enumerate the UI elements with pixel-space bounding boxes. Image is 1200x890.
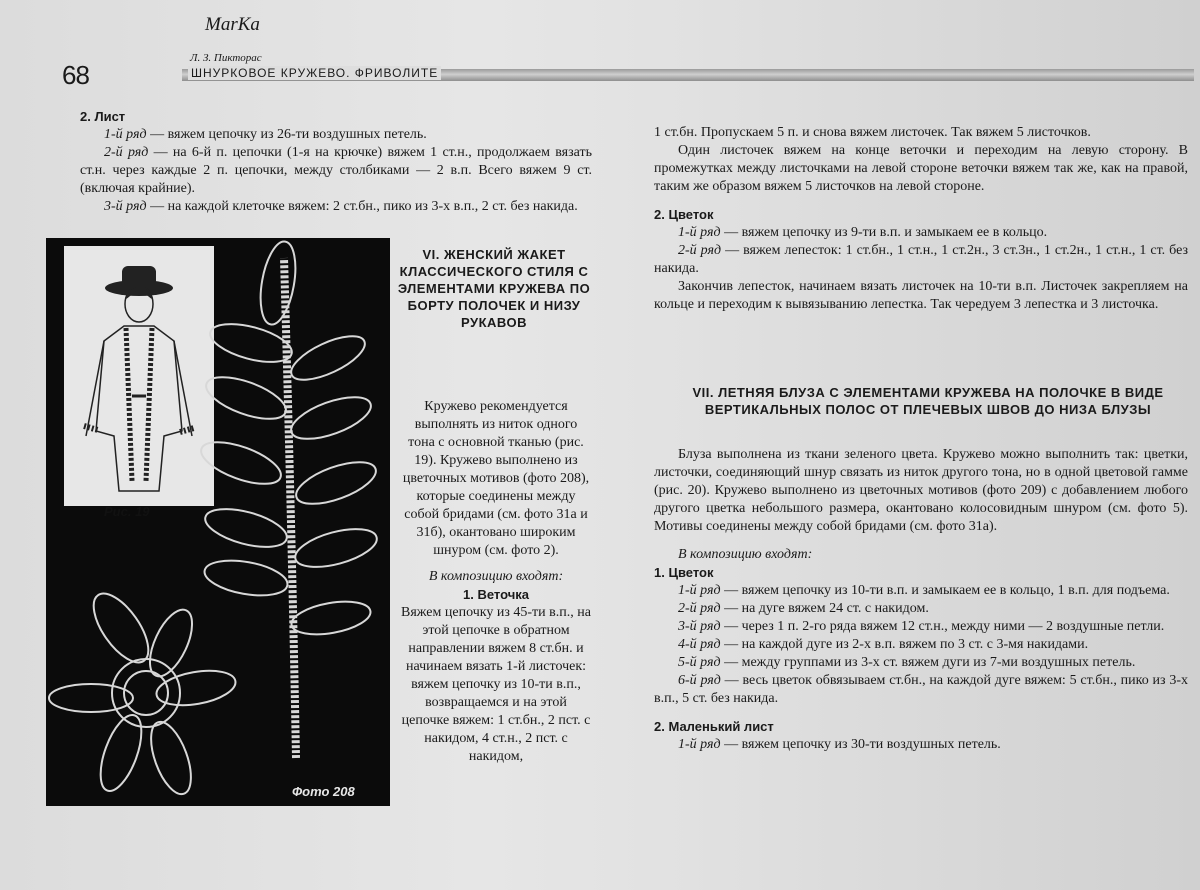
composition-label: В композицию входят: [678, 547, 813, 562]
row-label: 3-й ряд [104, 199, 147, 214]
row-paragraph [654, 636, 1188, 654]
row-text: — вяжем лепесток: 1 ст.бн., 1 ст.н., 1 ст.2н., 3 ст.3н., 1 ст.2н., 1 ст.н., 1 ст. без накида. [654, 243, 1188, 276]
row-text: — вяжем цепочку из 9-ти в.п. и замыкаем ее в кольцо. [720, 225, 1048, 240]
photo-caption: Фото 208 [292, 784, 355, 799]
drawing-caption: Рис. 19 [104, 504, 150, 519]
row-text: — вяжем цепочку из 30-ти воздушных петель. [720, 737, 1001, 752]
section-vii-text [654, 446, 1188, 754]
subsection-title: 1. Веточка [463, 587, 529, 602]
row-label: 2-й ряд [104, 145, 149, 160]
row-text: — весь цветок обвязываем ст.бн., на каждой дуге вяжем: 5 ст.бн., пико из 3-х в.п., 5 ст. без накида. [654, 673, 1188, 706]
composition-label: В композицию входят: [428, 569, 564, 584]
subsection-title: 1. Цветок [654, 565, 714, 580]
row-text: — вяжем цепочку из 10-ти в.п. и замыкаем ее в кольцо, 1 в.п. для подъема. [720, 583, 1170, 598]
section-vi-intro: Кружево рекомендуется выполнять из ниток одного тона с основной тканью (рис. 19). Кружево выполнено из цветочных мотивов (фото 208), которые соединены между собой бридами (см. фото 31а и 31б), окантовано широким шнуром (см. фото 2). [402, 399, 590, 558]
left-top-text [80, 108, 592, 216]
row-text: — на дуге вяжем 24 ст. с накидом. [720, 601, 929, 616]
section-vii-heading: VII. ЛЕТНЯЯ БЛУЗА С ЭЛЕМЕНТАМИ КРУЖЕВА НА ПОЛОЧКЕ В ВИДЕ ВЕРТИКАЛЬНЫХ ПОЛОС ОТ ПЛЕЧЕВЫХ ШВОВ ДО НИЗА БЛУЗЫ [692, 385, 1164, 417]
row-paragraph [654, 672, 1188, 708]
row-text: — на каждой дуге из 2-х в.п. вяжем по 3 ст. с 3-мя накидами. [720, 637, 1089, 652]
row-paragraph [654, 736, 1188, 754]
continuation-paragraph: 1 ст.бн. Пропускаем 5 п. и снова вяжем листочек. Так вяжем 5 листочков. [654, 125, 1091, 140]
row-paragraph [80, 126, 592, 144]
paragraph: Закончив лепесток, начинаем вязать листочек на 10-ти в.п. Листочек закрепляем на кольце и переходим к вывязыванию лепестка. Так чередуем 3 лепестка и 3 листочка. [654, 279, 1188, 312]
row-paragraph [80, 198, 592, 216]
row-label: 2-й ряд [678, 601, 721, 616]
row-paragraph [654, 600, 1188, 618]
running-author: Л. З. Пикторас [190, 52, 262, 64]
subsection-title: 2. Цветок [654, 207, 714, 222]
section-vi-text [400, 398, 592, 766]
subsection-title: 2. Лист [80, 109, 126, 124]
running-header [62, 52, 1194, 90]
paragraph: Один листочек вяжем на конце веточки и переходим на левую сторону. В промежутках между листочками на левой стороне веточки вяжем так же, как на правой, таким же образом вяжем 5 листочков на левой стороне. [654, 143, 1188, 194]
row-text: — через 1 п. 2-го ряда вяжем 12 ст.н., между ними — 2 воздушные петли. [720, 619, 1165, 634]
row-label: 1-й ряд [104, 127, 147, 142]
lace-photo [46, 238, 390, 806]
row-label: 6-й ряд [678, 673, 721, 688]
row-label: 1-й ряд [678, 225, 721, 240]
row-label: 3-й ряд [678, 619, 721, 634]
row-label: 1-й ряд [678, 583, 721, 598]
row-text: — вяжем цепочку из 26-ти воздушных петель. [146, 127, 427, 142]
row-paragraph [654, 242, 1188, 278]
row-paragraph [654, 224, 1188, 242]
row-paragraph [654, 654, 1188, 672]
crochet-branch-icon [46, 238, 390, 806]
row-label: 2-й ряд [678, 243, 722, 258]
row-label: 4-й ряд [678, 637, 721, 652]
page-number: 68 [62, 60, 89, 90]
row-text: — на 6-й п. цепочки (1-я на крючке) вяжем 1 ст.н., продолжаем вязать ст.н. через каждые 2 п. цепочки, между столбиками — 2 в.п. Всего вяжем 9 ст. (включая крайние). [80, 145, 592, 196]
subsection-title: 2. Маленький лист [654, 719, 774, 734]
row-text: — между группами из 3-х ст. вяжем дуги из 7-ми воздушных петель. [720, 655, 1136, 670]
row-paragraph [80, 144, 592, 198]
running-title: ШНУРКОВОЕ КРУЖЕВО. ФРИВОЛИТЕ [188, 66, 441, 80]
section-vi-heading: VI. ЖЕНСКИЙ ЖАКЕТ КЛАССИЧЕСКОГО СТИЛЯ С ЭЛЕМЕНТАМИ КРУЖЕВА ПО БОРТУ ПОЛОЧЕК И НИЗУ РУКАВОВ [397, 247, 591, 330]
row-text: — на каждой клеточке вяжем: 2 ст.бн., пико из 3-х в.п., 2 ст. без накида. [146, 199, 578, 214]
row-paragraph [654, 582, 1188, 600]
row-label: 1-й ряд [678, 737, 721, 752]
section-vi-body: Вяжем цепочку из 45-ти в.п., на этой цепочке в обратном направлении вяжем 8 ст.бн. и начинаем вязать 1-й листочек: вяжем цепочку из 10-ти в.п., возвращаемся и на этой цепочке вяжем: 1 ст.бн., 2 пст. с накидом, 4 ст.н., 2 пст. с накидом, [401, 605, 591, 764]
watermark: MarKa [205, 14, 260, 35]
row-label: 5-й ряд [678, 655, 721, 670]
row-paragraph [654, 618, 1188, 636]
right-top-text [654, 124, 1188, 314]
section-vii-intro: Блуза выполнена из ткани зеленого цвета. Кружево можно выполнить так: цветки, листочки, соединяющий шнур связать из ниток другого тона, но в одной цветовой гамме (рис. 20). Кружево выполнено из цветочных мотивов (фото 209) с добавлением любого другого цветка небольшого размера, окантовано колосовидным шнуром (см. фото 5). Мотивы соединены между собой бридами (см. фото 31а). [654, 447, 1188, 534]
